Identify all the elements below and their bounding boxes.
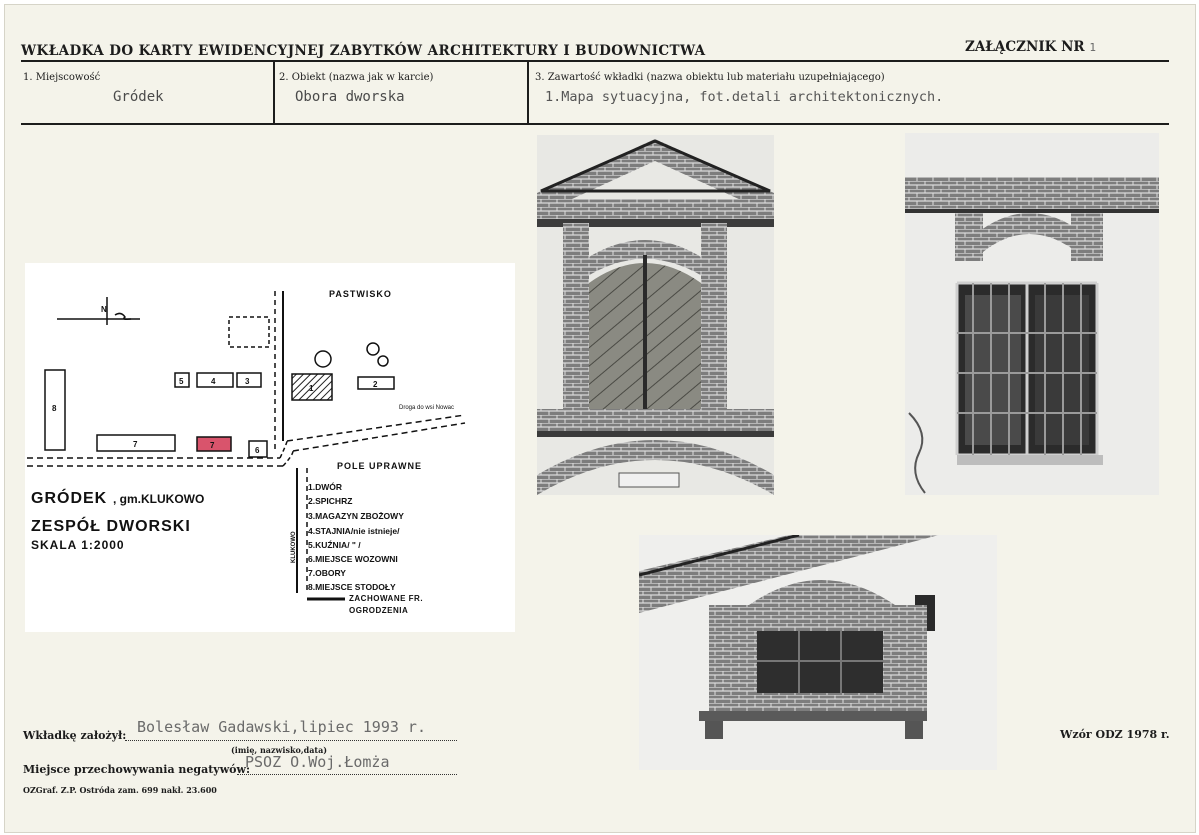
building-label-7a: 7 bbox=[133, 440, 138, 449]
map-pasture: PASTWISKO bbox=[329, 289, 392, 299]
tree-1 bbox=[315, 351, 331, 367]
locality-label: 1. Miejscowość bbox=[23, 72, 101, 83]
legend-item-3: 3.MAGAZYN ZBOŻOWY bbox=[308, 511, 404, 521]
field-divider-1 bbox=[273, 61, 275, 124]
annex-label-text: ZAŁĄCZNIK NR bbox=[965, 39, 1085, 55]
building-label-6: 6 bbox=[255, 446, 260, 455]
building-label-7b: 7 bbox=[210, 441, 215, 450]
map-scale: SKALA 1:2000 bbox=[31, 538, 125, 552]
situation-map bbox=[25, 263, 515, 632]
legend-item-8: 8.MIEJSCE STODOŁY bbox=[308, 582, 396, 592]
founded-hint: (imię, nazwisko,data) bbox=[231, 745, 328, 755]
legend-item-6: 6.MIEJSCE WOZOWNI bbox=[308, 554, 398, 564]
founded-label: Wkładkę założył: bbox=[23, 729, 127, 742]
tree-2 bbox=[367, 343, 379, 355]
storage-value: PSOZ O.Woj.Łomża bbox=[245, 753, 390, 771]
document-title: WKŁADKA DO KARTY EWIDENCYJNEJ ZABYTKÓW ARCHITEKTURY I BUDOWNICTWA bbox=[21, 43, 706, 59]
main-road-bend bbox=[280, 441, 293, 466]
map-complex: ZESPÓŁ DWORSKI bbox=[31, 518, 191, 535]
building-label-3: 3 bbox=[245, 377, 250, 386]
fence-legend: ZACHOWANE FR. OGRODZENIA bbox=[349, 594, 424, 615]
photo-barred-window bbox=[905, 133, 1159, 495]
record-sheet bbox=[4, 4, 1196, 833]
photo-arched-window bbox=[639, 535, 997, 770]
demolished-building bbox=[229, 317, 269, 347]
storage-dotline bbox=[237, 774, 457, 775]
north-label: N bbox=[101, 305, 107, 314]
annex-number: 1 bbox=[1089, 41, 1096, 54]
building-label-8: 8 bbox=[52, 404, 57, 413]
building-label-5: 5 bbox=[179, 377, 184, 386]
legend-item-1: 1.DWÓR bbox=[308, 482, 342, 492]
building-label-1: 1 bbox=[309, 384, 314, 393]
photo-gable-door bbox=[537, 135, 774, 495]
map-road-label: Droga do wsi Nowac bbox=[399, 405, 455, 411]
legend-item-4: 4.STAJNIA/nie istnieje/ bbox=[308, 526, 400, 536]
founded-value: Bolesław Gadawski,lipiec 1993 r. bbox=[137, 718, 426, 736]
template-note: Wzór ODZ 1978 r. bbox=[1060, 728, 1170, 741]
legend-item-7: 7.OBORY bbox=[308, 568, 346, 578]
founded-dotline bbox=[125, 740, 457, 741]
legend-item-5: 5.KUŹNIA/ " / bbox=[308, 540, 361, 550]
storage-label: Miejsce przechowywania negatywów: bbox=[23, 763, 251, 776]
object-label: 2. Obiekt (nazwa jak w karcie) bbox=[279, 72, 434, 83]
printer-note: OZGraf. Z.P. Ostróda zam. 699 nakł. 23.600 bbox=[23, 785, 217, 795]
building-label-2: 2 bbox=[373, 380, 378, 389]
map-road-vertical: KLUKOWO bbox=[291, 531, 297, 563]
object-value: Obora dworska bbox=[295, 89, 405, 105]
tree-3 bbox=[378, 356, 388, 366]
locality-value: Gródek bbox=[113, 89, 164, 105]
content-value: 1.Mapa sytuacyjna, fot.detali architektonicznych. bbox=[545, 89, 944, 105]
header-rule bbox=[21, 60, 1169, 62]
map-village: GRÓDEK bbox=[31, 490, 108, 507]
main-road-west bbox=[27, 458, 283, 466]
legend-item-2: 2.SPICHRZ bbox=[308, 496, 353, 506]
field-divider-2 bbox=[527, 61, 529, 124]
fields-bottom-rule bbox=[21, 123, 1169, 125]
annex-label bbox=[965, 39, 1096, 55]
map-field: POLE UPRAWNE bbox=[337, 461, 423, 471]
content-label: 3. Zawartość wkładki (nazwa obiektu lub materiału uzupełniającego) bbox=[535, 72, 885, 83]
map-commune: , gm.KLUKOWO bbox=[113, 492, 205, 506]
main-road-east bbox=[287, 415, 465, 451]
building-label-4: 4 bbox=[211, 377, 216, 386]
